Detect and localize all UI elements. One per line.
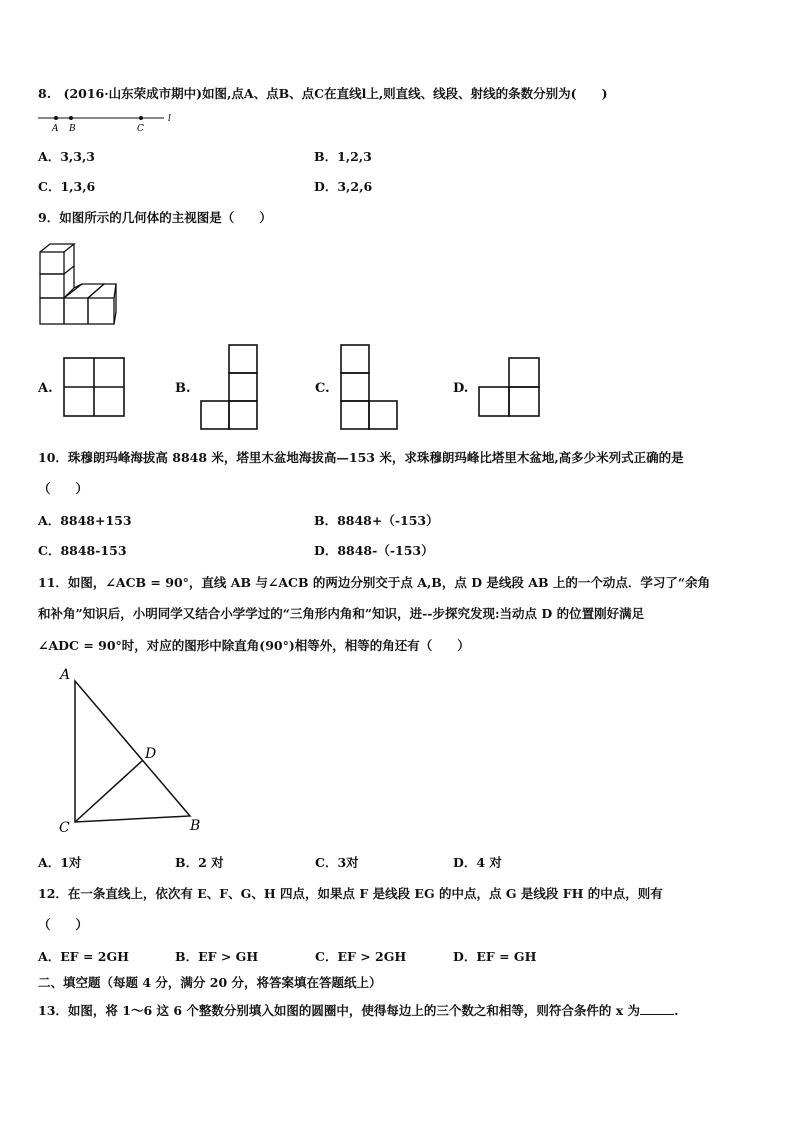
q8-option-b[interactable]: B．1,2,3 <box>314 149 372 164</box>
q13-stem-end: . <box>674 1003 679 1018</box>
section-fill-in-heading: 二、填空题（每题 4 分，满分 20 分，将答案填在答题纸上） <box>38 975 382 990</box>
q13-stem-text: 13．如图，将 1～6 这 6 个整数分别填入如图的圆圈中，使得每边上的三个数之和相等，则符合条件的 x 为 <box>38 1003 641 1018</box>
q12-option-a[interactable]: A．EF = 2GH <box>38 949 129 964</box>
q9-choice-a-label[interactable]: A. <box>38 381 53 396</box>
q10-stem-line1: 10．珠穆朗玛峰海拔高 8848 米，塔里木盆地海拔高—153 米，求珠穆朗玛峰比塔里木盆地,高多少米列式正确的是 <box>38 450 684 465</box>
q9-stem: 9．如图所示的几何体的主视图是（ ） <box>38 210 272 225</box>
q12-option-d[interactable]: D．EF = GH <box>453 949 537 964</box>
vertex-b-label: B <box>190 818 201 834</box>
vertex-d-label: D <box>145 746 157 762</box>
q11-option-d[interactable]: D．4 对 <box>453 855 502 870</box>
q12-option-c[interactable]: C．EF > 2GH <box>315 949 407 964</box>
q9-choice-d-figure[interactable] <box>478 357 542 419</box>
point-a <box>54 116 58 120</box>
vertex-c-label: C <box>59 820 70 836</box>
q10-option-a[interactable]: A．8848+153 <box>38 513 132 528</box>
q8-option-c[interactable]: C．1,3,6 <box>38 179 96 194</box>
q11-stem-line1: 11．如图，∠ACB = 90°，直线 AB 与∠ACB 的两边分别交于点 A,B，点 D 是线段 AB 上的一个动点．学习了“余角 <box>38 575 711 590</box>
q9-choice-c-label[interactable]: C. <box>315 381 330 396</box>
line-l-label: l <box>168 114 171 124</box>
q11-option-b[interactable]: B．2 对 <box>175 855 224 870</box>
q13-answer-blank[interactable] <box>640 1004 674 1015</box>
q13-stem <box>38 1001 678 1019</box>
point-b-label: B <box>69 124 76 134</box>
q10-option-b[interactable]: B．8848+（-153） <box>314 513 439 528</box>
q10-stem-line2: （ ） <box>38 481 89 496</box>
q10-option-c[interactable]: C．8848-153 <box>38 543 127 558</box>
q12-stem-line2: （ ） <box>38 917 89 932</box>
q10-option-d[interactable]: D．8848-（-153） <box>314 543 434 558</box>
point-c <box>139 116 143 120</box>
point-a-label: A <box>52 124 59 134</box>
q9-choice-b-label[interactable]: B. <box>175 381 191 396</box>
q11-option-a[interactable]: A．1对 <box>38 855 82 870</box>
vertex-a-label: A <box>60 667 71 683</box>
q11-triangle-figure <box>56 664 208 836</box>
q11-stem-line2: 和补角”知识后，小明同学又结合小学学过的“三角形内角和”知识，进--步探究发现:当动点 D 的位置刚好满足 <box>38 606 645 621</box>
q9-choice-a-figure[interactable] <box>63 357 127 419</box>
q12-stem-line1: 12．在一条直线上，依次有 E、F、G、H 四点，如果点 F 是线段 EG 的中点，点 G 是线段 FH 的中点，则有 <box>38 886 663 901</box>
point-c-label: C <box>137 124 144 134</box>
q9-choice-b-figure[interactable] <box>200 344 260 430</box>
q8-stem: 8. (2016·山东荣成市期中)如图,点A、点B、点C在直线l上,则直线、线段、射线的条数分别为( ) <box>38 86 608 101</box>
q8-option-a[interactable]: A．3,3,3 <box>38 149 95 164</box>
q9-cube-solid-figure <box>38 240 118 328</box>
q12-option-b[interactable]: B．EF > GH <box>175 949 259 964</box>
q9-choice-d-label[interactable]: D. <box>453 381 469 396</box>
q9-choice-c-figure[interactable] <box>340 344 400 430</box>
q11-option-c[interactable]: C．3对 <box>315 855 359 870</box>
q8-option-d[interactable]: D．3,2,6 <box>314 179 373 194</box>
point-b <box>69 116 73 120</box>
q8-line-figure <box>36 112 186 134</box>
q11-stem-line3: ∠ADC = 90°时，对应的图形中除直角(90°)相等外，相等的角还有（ ） <box>38 638 470 653</box>
